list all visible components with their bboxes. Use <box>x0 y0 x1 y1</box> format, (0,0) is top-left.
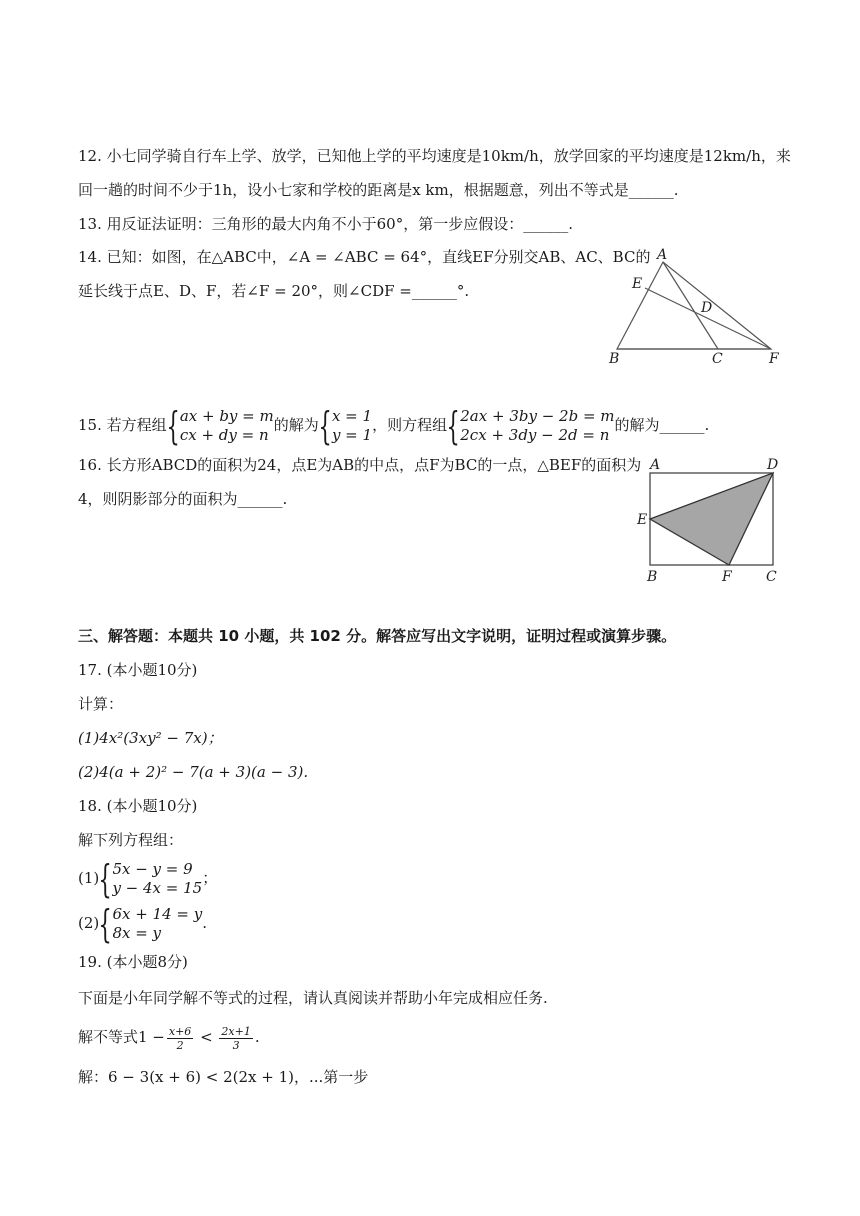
q16-line1: 16. 长方形ABCD的面积为24，点E为AB的中点，点F为BC的一点，△BEF的面积为 <box>78 456 642 474</box>
q15-system-2: { x = 1 y = 1 <box>318 404 373 448</box>
q15-system-1: { ax + by = m cx + dy = n <box>166 404 274 448</box>
q19-step1: 解：6 − 3(x + 6) < 2(2x + 1)，...第一步 <box>78 1068 369 1086</box>
q14-label-d: D <box>701 300 713 316</box>
q19-fraction-2: $\frac{2x+1}{3}$ <box>221 1024 251 1052</box>
q17-intro: 计算： <box>78 695 124 713</box>
q15-prefix: 15. 若方程组 <box>78 416 167 434</box>
q16-label-e: E <box>637 512 648 528</box>
q13-text: 13. 用反证法证明：三角形的最大内角不小于60°，第一步应假设：______. <box>78 215 573 233</box>
q16-label-c: C <box>766 569 777 585</box>
q15-line <box>78 404 710 448</box>
q18-part1: (1) { 5x − y = 9 y − 4x = 15 ； <box>78 857 218 901</box>
q14-label-e: E <box>632 276 643 292</box>
q19-header: 19. (本小题8分) <box>78 953 188 971</box>
q19-intro: 下面是小年同学解不等式的过程，请认真阅读并帮助小年完成相应任务. <box>78 989 548 1007</box>
q18-part2: (2) { 6x + 14 = y 8x = y . <box>78 902 207 946</box>
q14-label-c: C <box>712 351 723 367</box>
q17-part2: (2)4(a + 2)² − 7(a + 3)(a − 3). <box>78 763 309 781</box>
q14-label-f: F <box>769 351 779 367</box>
q19-inequality: 解不等式1 − $\frac{x+6}{2}$ < $\frac{2x+1}{3}$ . <box>78 1024 260 1052</box>
q12-line2: 回一趟的时间不少于1h，设小七家和学校的距离是x km，根据题意，列出不等式是______. <box>78 181 679 199</box>
section3-title: 三、解答题：本题共 10 小题，共 102 分。解答应写出文字说明，证明过程或演算步骤。 <box>78 627 677 645</box>
q18-header: 18. (本小题10分) <box>78 797 198 815</box>
q16-label-d: D <box>767 457 779 473</box>
q18-intro: 解下列方程组： <box>78 831 184 849</box>
q14-line2: 延长线于点E、D、F，若∠F = 20°，则∠CDF =______°. <box>78 282 470 300</box>
q16-rectangle-figure <box>630 452 790 587</box>
q15-mid2: ，则方程组 <box>372 416 448 434</box>
q16-label-a: A <box>650 457 661 473</box>
q18-system-2: { 6x + 14 = y 8x = y <box>98 902 203 946</box>
q19-fraction-1: $\frac{x+6}{2}$ <box>168 1024 192 1052</box>
q15-suffix: 的解为______. <box>614 416 710 434</box>
q18-system-1: { 5x − y = 9 y − 4x = 15 <box>98 857 203 901</box>
q16-label-f: F <box>722 569 732 585</box>
q15-mid1: 的解为 <box>273 416 319 434</box>
q14-triangle-figure <box>600 240 790 370</box>
q16-label-b: B <box>647 569 658 585</box>
q14-line1: 14. 已知：如图，在△ABC中，∠A = ∠ABC = 64°，直线EF分别交AB、AC、BC的 <box>78 248 651 266</box>
q16-line2: 4，则阴影部分的面积为______. <box>78 490 288 508</box>
q14-label-a: A <box>657 247 668 263</box>
q12-line1: 12. 小七同学骑自行车上学、放学，已知他上学的平均速度是10km/h，放学回家的平均速度是12km/h，来 <box>78 147 791 165</box>
q17-header: 17. (本小题10分) <box>78 661 198 679</box>
q15-system-3: { 2ax + 3by − 2b = m 2cx + 3dy − 2d = n <box>446 404 615 448</box>
q14-label-b: B <box>609 351 620 367</box>
q17-part1: (1)4x²(3xy² − 7x)； <box>78 729 223 747</box>
